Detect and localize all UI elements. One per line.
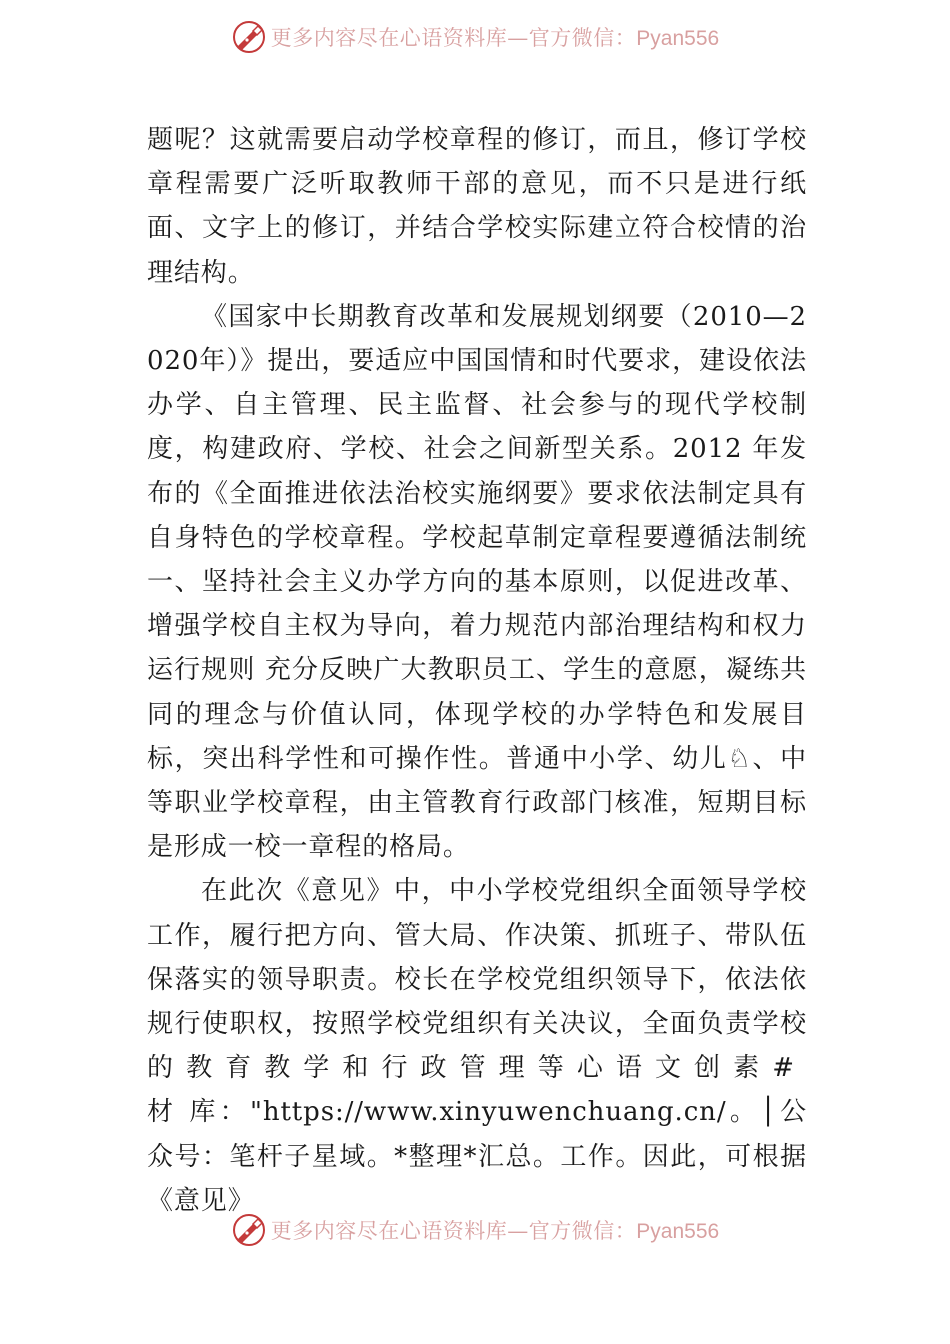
header-banner — [0, 12, 950, 62]
banner-text — [271, 22, 719, 52]
banner-slogan: 更多内容尽在心语资料库—官方微信： — [270, 26, 637, 50]
wechat-id: Pyan556 — [636, 27, 720, 50]
banner-text — [271, 1215, 719, 1245]
footer-banner — [0, 1205, 950, 1255]
paragraph-spread-line: 的教育教学和行政管理等心语文创素#材 — [147, 1053, 807, 1128]
banner-slogan: 更多内容尽在心语资料库—官方微信： — [270, 1219, 637, 1243]
document-body — [147, 118, 807, 1223]
paragraph — [147, 869, 807, 1223]
wechat-id: Pyan556 — [636, 1220, 720, 1243]
paragraph-tail: 库："https://www.xinyuwenchuang.cn/。│公众号：笔杆子星域。*整理*汇总。工作。因此，可根据《意见》 — [147, 1097, 807, 1216]
paragraph-text: 在此次《意见》中，中小学校党组织全面领导学校工作，履行把方向、管大局、作决策、抓班子、带队伍保落实的领导职责。校长在学校党组织领导下，依法依规行使职权，按照学校党组织有关决议，全面负责学校 — [147, 876, 807, 1040]
pen-logo-icon — [231, 19, 267, 55]
paragraph: 《国家中长期教育改革和发展规划纲要（2010—2020年）》提出，要适应中国国情和时代要求，建设依法办学、自主管理、民主监督、社会参与的现代学校制度，构建政府、学校、社会之间新型关系。2012 年发布的《全面推进依法治校实施纲要》要求依法制定具有自身特色的学校章程。学校起草制定章程要遵循法制统一、坚持社会主义办学方向的基本原则，以促进改革、增强学校自主权为导向，着力规范内部治理结构和权力运行规则 充分反映广大教职员工、学生的意愿，凝练共同的理念与价值认同，体现学校的办学特色和发展目标，突出科学性和可操作性。普通中小学、幼儿♘、中等职业学校章程，由主管教育行政部门核准，短期目标是形成一校一章程的格局。 — [147, 301, 807, 863]
pen-logo-icon — [231, 1212, 267, 1248]
paragraph: 题呢？这就需要启动学校章程的修订，而且，修订学校章程需要广泛听取教师干部的意见，而不只是进行纸面、文字上的修订，并结合学校实际建立符合校情的治理结构。 — [147, 125, 807, 288]
